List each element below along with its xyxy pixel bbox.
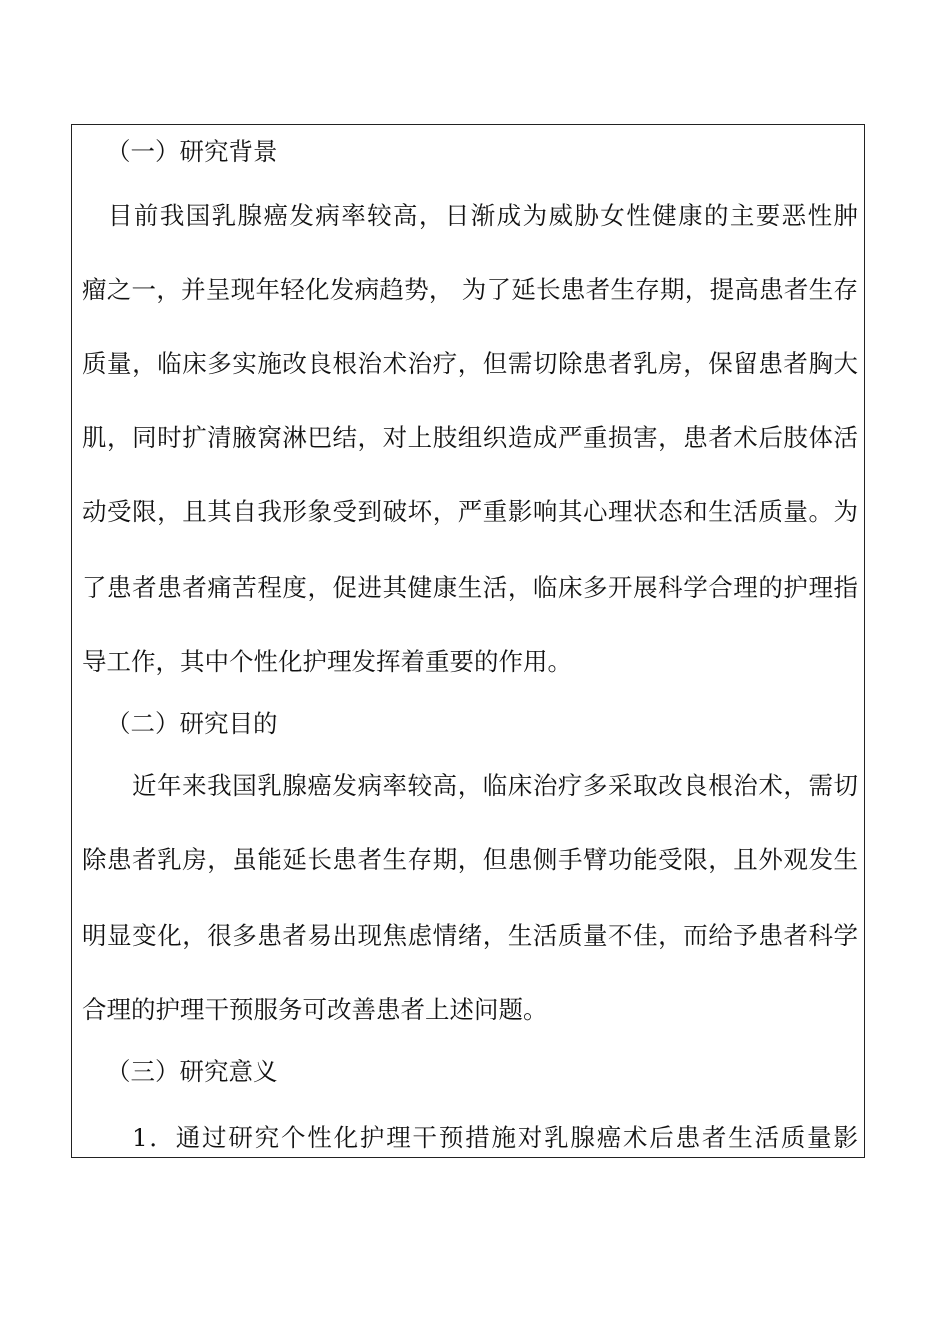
paragraph-line: 合理的护理干预服务可改善患者上述问题。 (82, 995, 548, 1024)
section-heading-background: （一）研究背景 (106, 137, 278, 166)
paragraph-line: 导工作，其中个性化护理发挥着重要的作用。 (82, 647, 572, 676)
section-heading-purpose: （二）研究目的 (106, 709, 278, 738)
paragraph-line: 瘤之一，并呈现年轻化发病趋势， 为了延长患者生存期，提高患者生存 (82, 275, 858, 304)
paragraph-line: 动受限，且其自我形象受到破坏，严重影响其心理状态和生活质量。为 (82, 497, 858, 526)
paragraph-line: 近年来我国乳腺癌发病率较高，临床治疗多采取改良根治术，需切 (132, 771, 858, 800)
paragraph-line: 肌，同时扩清腋窝淋巴结，对上肢组织造成严重损害，患者术后肢体活 (82, 423, 858, 452)
paragraph-line: 1．通过研究个性化护理干预措施对乳腺癌术后患者生活质量影 (132, 1123, 858, 1152)
paragraph-line: 质量，临床多实施改良根治术治疗，但需切除患者乳房，保留患者胸大 (82, 349, 858, 378)
paragraph-line: 目前我国乳腺癌发病率较高，日渐成为威胁女性健康的主要恶性肿 (108, 201, 858, 230)
section-heading-significance: （三）研究意义 (106, 1057, 278, 1086)
paragraph-line: 了患者患者痛苦程度，促进其健康生活，临床多开展科学合理的护理指 (82, 573, 858, 602)
document-frame (71, 124, 865, 1158)
paragraph-line: 明显变化，很多患者易出现焦虑情绪，生活质量不佳，而给予患者科学 (82, 921, 858, 950)
paragraph-line: 除患者乳房，虽能延长患者生存期，但患侧手臂功能受限，且外观发生 (82, 845, 858, 874)
